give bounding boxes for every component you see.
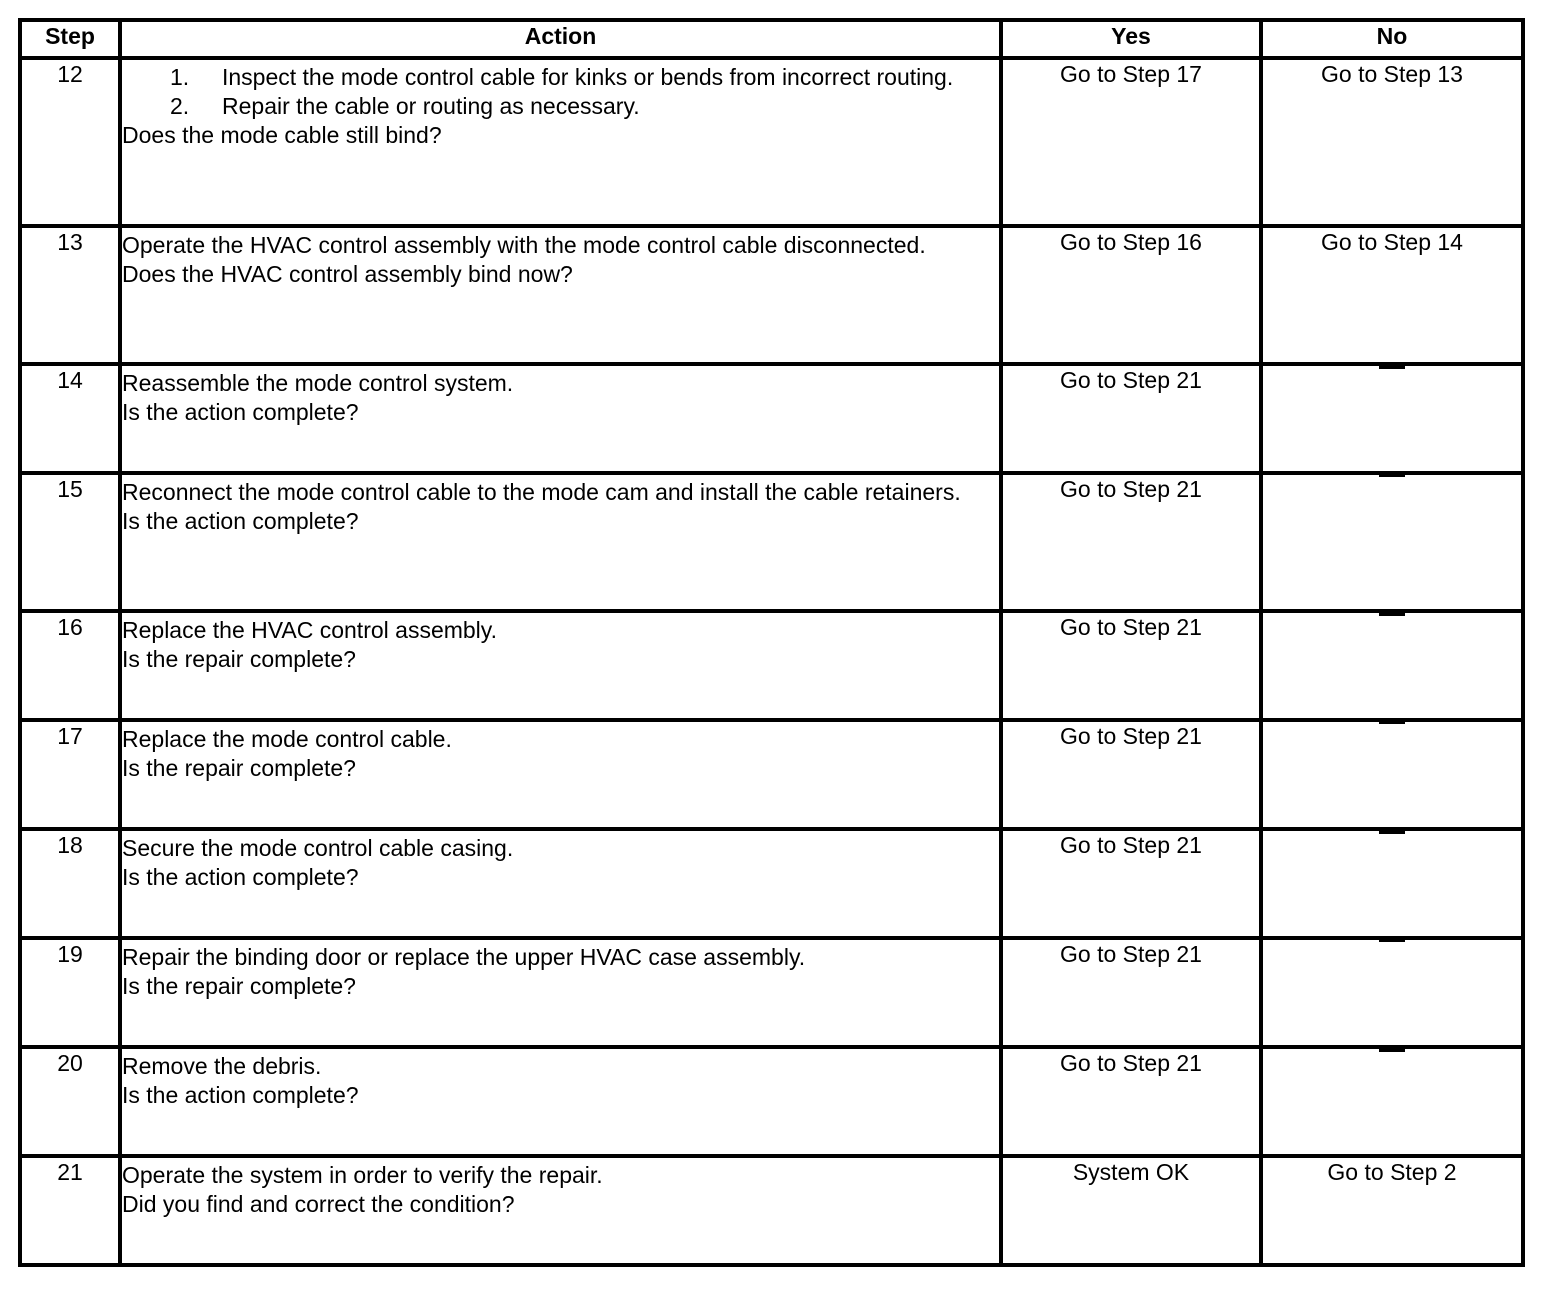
no-cell <box>1261 1047 1523 1156</box>
no-result-dash <box>1379 613 1405 616</box>
step-number: 13 <box>20 226 120 364</box>
no-result: Go to Step 13 <box>1321 61 1463 87</box>
no-cell <box>1261 829 1523 938</box>
yes-cell <box>1001 364 1261 473</box>
step-number: 14 <box>20 364 120 473</box>
table-row <box>20 1047 1523 1156</box>
list-item-number: 2. <box>170 93 190 119</box>
yes-cell <box>1001 938 1261 1047</box>
action-instruction: Reassemble the mode control system. <box>122 370 514 396</box>
action-question: Is the action complete? <box>122 399 359 425</box>
action-question: Does the HVAC control assembly bind now? <box>122 261 573 287</box>
no-result: Go to Step 2 <box>1327 1159 1457 1185</box>
yes-result: Go to Step 21 <box>1060 367 1202 393</box>
yes-cell <box>1001 1047 1261 1156</box>
no-result-dash <box>1379 475 1405 477</box>
no-result-dash <box>1379 940 1405 942</box>
step-number: 18 <box>20 829 120 938</box>
step-number: 16 <box>20 611 120 720</box>
table-row <box>20 611 1523 720</box>
action-instruction: Operate the HVAC control assembly with the mode control cable disconnected. <box>122 232 926 258</box>
action-cell <box>120 226 1001 364</box>
header-yes: Yes <box>1001 20 1261 58</box>
yes-result: System OK <box>1072 1159 1190 1185</box>
no-cell <box>1261 473 1523 611</box>
table-row <box>20 473 1523 611</box>
action-question: Is the action complete? <box>122 864 359 890</box>
action-cell <box>120 364 1001 473</box>
action-question: Did you find and correct the condition? <box>122 1191 515 1217</box>
table-row <box>20 1156 1523 1265</box>
table-row <box>20 58 1523 226</box>
table-row <box>20 829 1523 938</box>
no-cell <box>1261 611 1523 720</box>
yes-result: Go to Step 21 <box>1060 832 1202 858</box>
action-instruction: Remove the debris. <box>122 1053 322 1079</box>
yes-cell <box>1001 58 1261 226</box>
action-cell <box>120 611 1001 720</box>
action-cell <box>120 473 1001 611</box>
no-result-dash <box>1379 366 1405 369</box>
diagnostic-table <box>18 18 1525 1267</box>
yes-result: Go to Step 16 <box>1060 229 1202 255</box>
action-list <box>122 63 999 121</box>
yes-cell <box>1001 829 1261 938</box>
action-instruction: Replace the mode control cable. <box>122 726 452 752</box>
action-instruction: Repair the binding door or replace the upper HVAC case assembly. <box>122 944 806 970</box>
yes-result: Go to Step 21 <box>1060 614 1202 640</box>
no-cell <box>1261 364 1523 473</box>
list-item-number: 1. <box>170 64 190 90</box>
yes-result: Go to Step 21 <box>1060 476 1202 502</box>
no-cell <box>1261 720 1523 829</box>
header-action: Action <box>120 20 1001 58</box>
list-item <box>122 92 999 121</box>
no-result-dash <box>1379 1049 1405 1052</box>
yes-cell <box>1001 226 1261 364</box>
action-instruction: Replace the HVAC control assembly. <box>122 617 497 643</box>
table-row <box>20 226 1523 364</box>
action-question: Is the action complete? <box>122 508 359 534</box>
yes-result: Go to Step 21 <box>1060 941 1202 967</box>
no-result-dash <box>1379 831 1405 834</box>
action-instruction: Secure the mode control cable casing. <box>122 835 514 861</box>
yes-cell <box>1001 473 1261 611</box>
no-result: Go to Step 14 <box>1321 229 1463 255</box>
no-result-dash <box>1379 722 1405 724</box>
step-number: 19 <box>20 938 120 1047</box>
step-number: 17 <box>20 720 120 829</box>
header-step: Step <box>20 20 120 58</box>
action-cell <box>120 58 1001 226</box>
yes-result: Go to Step 17 <box>1060 61 1202 87</box>
step-number: 12 <box>20 58 120 226</box>
yes-result: Go to Step 21 <box>1060 723 1202 749</box>
table-row <box>20 938 1523 1047</box>
yes-cell <box>1001 1156 1261 1265</box>
table-row <box>20 364 1523 473</box>
no-cell <box>1261 226 1523 364</box>
table-row <box>20 720 1523 829</box>
action-question: Does the mode cable still bind? <box>122 122 442 148</box>
no-cell <box>1261 938 1523 1047</box>
yes-result: Go to Step 21 <box>1060 1050 1202 1076</box>
action-question: Is the repair complete? <box>122 646 356 672</box>
action-cell <box>120 720 1001 829</box>
action-cell <box>120 829 1001 938</box>
action-cell <box>120 1156 1001 1265</box>
action-cell <box>120 938 1001 1047</box>
action-question: Is the repair complete? <box>122 973 356 999</box>
action-cell <box>120 1047 1001 1156</box>
yes-cell <box>1001 611 1261 720</box>
no-cell <box>1261 1156 1523 1265</box>
action-question: Is the repair complete? <box>122 755 356 781</box>
action-instruction: Operate the system in order to verify the repair. <box>122 1162 603 1188</box>
step-number: 21 <box>20 1156 120 1265</box>
header-no: No <box>1261 20 1523 58</box>
header-row <box>20 20 1523 58</box>
list-item <box>122 63 999 92</box>
step-number: 15 <box>20 473 120 611</box>
list-item-text: Inspect the mode control cable for kinks or bends from incorrect routing. <box>222 64 954 90</box>
action-instruction: Reconnect the mode control cable to the mode cam and install the cable retainers. <box>122 479 961 505</box>
step-number: 20 <box>20 1047 120 1156</box>
list-item-text: Repair the cable or routing as necessary. <box>222 93 640 119</box>
yes-cell <box>1001 720 1261 829</box>
action-question: Is the action complete? <box>122 1082 359 1108</box>
no-cell <box>1261 58 1523 226</box>
